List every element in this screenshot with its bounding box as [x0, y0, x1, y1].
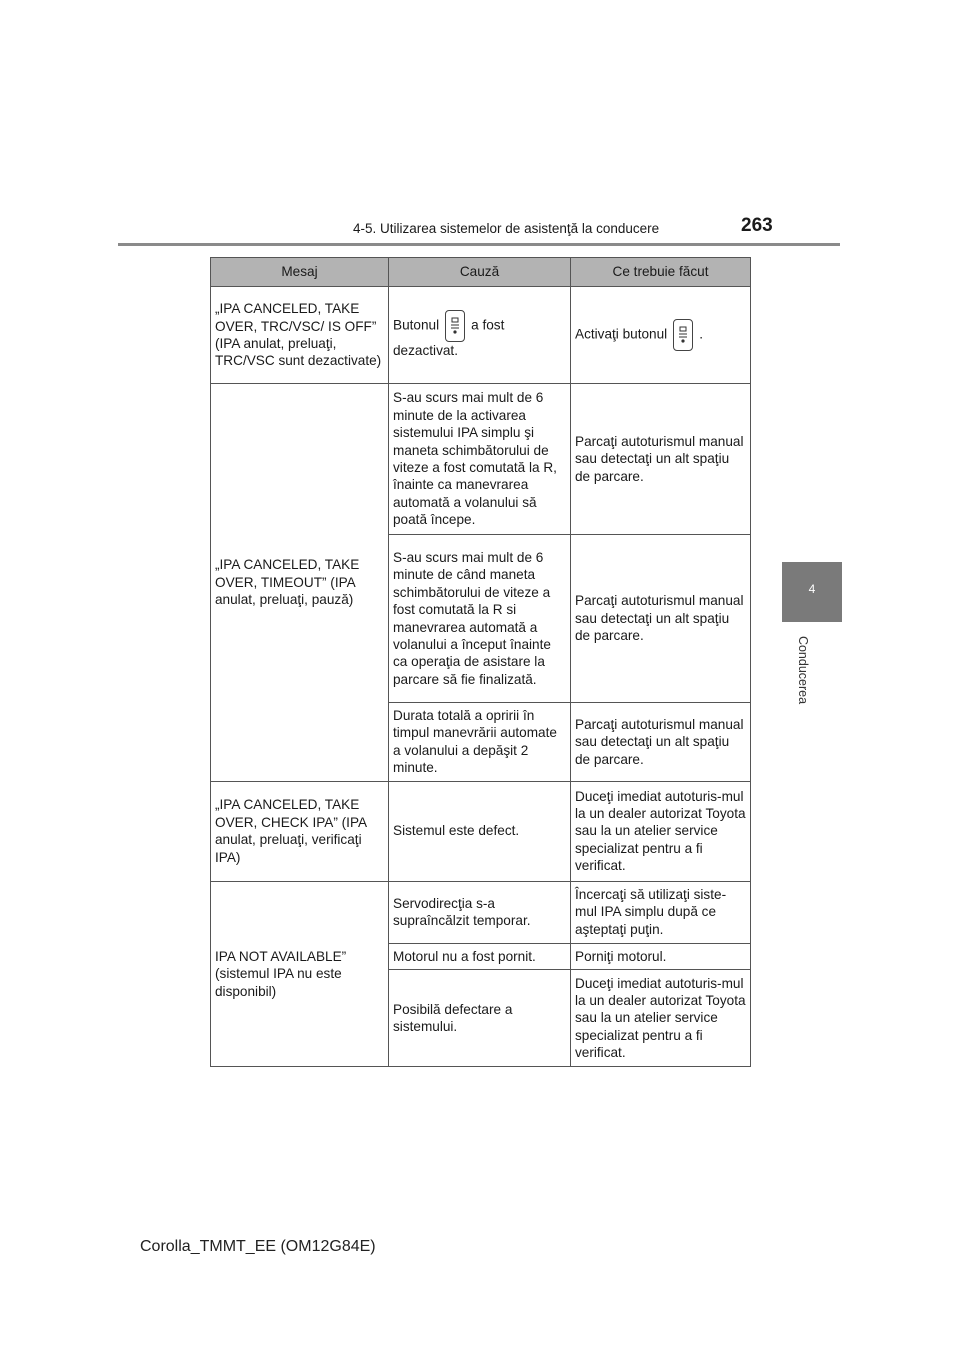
action-cell: Încercaţi să utilizaţi siste-mul IPA simplu după ce aşteptaţi puţin. [571, 881, 751, 943]
cause-text-post: a fost dezactivat. [393, 317, 505, 359]
cause-cell: S-au scurs mai mult de 6 minute de când maneta schimbătorului de viteze a fost comutată la R si manevrarea automată a volanului a început înainte ca operaţia de asistare la parcare să fie finalizată. [389, 535, 571, 703]
chapter-label-container [795, 630, 809, 710]
message-table [210, 257, 751, 1067]
action-cell: Duceţi imediat autoturis-mul la un dealer autorizat Toyota sau la un atelier service specializat pentru a fi verificat. [571, 970, 751, 1067]
action-cell: Porniţi motorul. [571, 943, 751, 969]
message-cell: IPA NOT AVAILABLE” (sistemul IPA nu este disponibil) [211, 881, 389, 1066]
table-row [211, 384, 751, 535]
chapter-tab [782, 562, 842, 622]
section-title: 4-5. Utilizarea sistemelor de asistenţă la conducere [353, 221, 660, 236]
column-header-action: Ce trebuie făcut [571, 258, 751, 287]
action-cell: Parcaţi autoturismul manual sau detectaţi un alt spaţiu de parcare. [571, 384, 751, 535]
cause-cell: S-au scurs mai mult de 6 minute de la activarea sistemului IPA simplu şi maneta schimbătorului de viteze a fost comutată la R, înainte ca manevrarea automată a volanului să poată începe. [389, 384, 571, 535]
table-header-row [211, 258, 751, 287]
action-text-pre: Activaţi butonul [575, 326, 668, 342]
message-cell: „IPA CANCELED, TAKE OVER, TRC/VSC/ IS OFF” (IPA anulat, preluaţi, TRC/VSC sunt dezactivate) [211, 287, 389, 384]
action-text-post: . [699, 326, 703, 342]
ipa-switch-icon [445, 310, 465, 342]
column-header-message: Mesaj [211, 258, 389, 287]
chapter-number: 4 [808, 582, 816, 596]
message-cell: „IPA CANCELED, TAKE OVER, TIMEOUT” (IPA anulat, preluaţi, pauză) [211, 384, 389, 782]
cause-cell: Motorul nu a fost pornit. [389, 943, 571, 969]
table-row [211, 781, 751, 881]
table-row [211, 287, 751, 384]
column-header-cause: Cauză [389, 258, 571, 287]
action-cell [571, 287, 751, 384]
document-id: Corolla_TMMT_EE (OM12G84E) [140, 1238, 376, 1255]
chapter-label: Conducerea [796, 635, 810, 705]
cause-cell: Posibilă defectare a sistemului. [389, 970, 571, 1067]
cause-cell: Sistemul este defect. [389, 781, 571, 881]
cause-cell: Durata totală a opririi în timpul manevrării automate a volanului a depăşit 2 minute. [389, 703, 571, 782]
action-cell: Parcaţi autoturismul manual sau detectaţi un alt spaţiu de parcare. [571, 703, 751, 782]
page-number: 263 [741, 215, 773, 236]
table-row [211, 881, 751, 943]
action-cell: Duceţi imediat autoturis-mul la un dealer autorizat Toyota sau la un atelier service specializat pentru a fi verificat. [571, 781, 751, 881]
ipa-switch-icon [673, 319, 693, 351]
cause-cell [389, 287, 571, 384]
message-cell: „IPA CANCELED, TAKE OVER, CHECK IPA” (IPA anulat, preluaţi, verificaţi IPA) [211, 781, 389, 881]
action-cell: Parcaţi autoturismul manual sau detectaţi un alt spaţiu de parcare. [571, 535, 751, 703]
cause-cell: Servodirecţia s-a supraîncălzit temporar. [389, 881, 571, 943]
cause-text-pre: Butonul [393, 317, 440, 333]
header-divider [118, 243, 840, 246]
